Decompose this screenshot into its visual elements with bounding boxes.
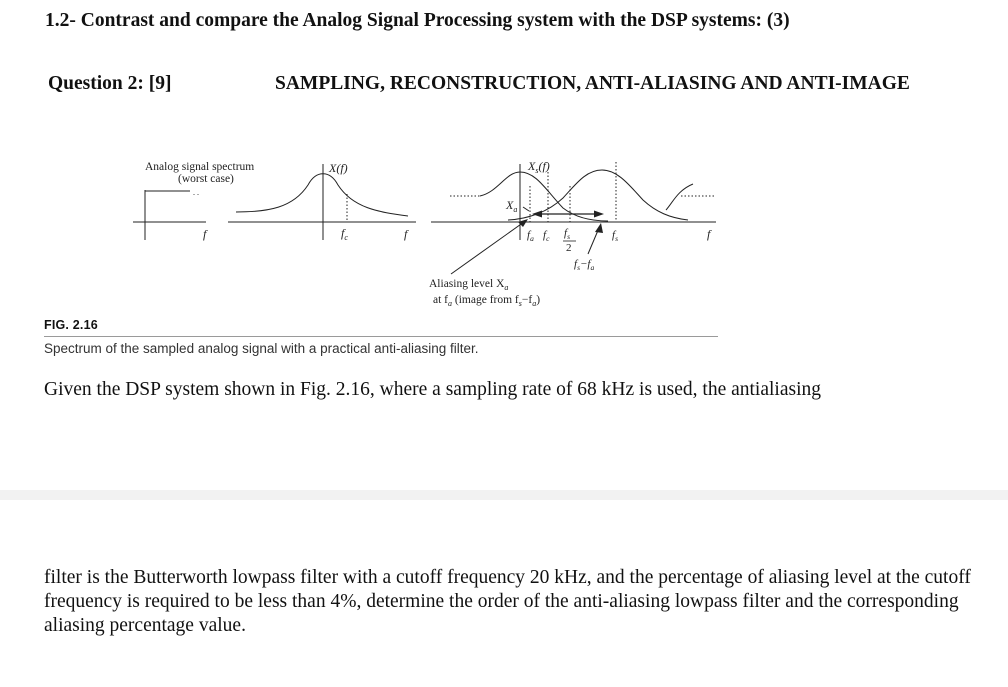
left-title-line2: (worst case) [178,173,234,185]
fs-sub: s [615,234,618,243]
fa-sub: a [530,234,534,243]
svg-text:fs−fa [574,258,594,272]
left-plot [133,161,254,241]
body-paragraph-1: Given the DSP system shown in Fig. 2.16, where a sampling rate of 68 kHz is used, the antialiasing [44,379,822,400]
aliasing-arrow [451,222,524,274]
right-fc-label: f [543,229,547,241]
svg-text:fa [527,229,534,243]
fs-half-den: 2 [566,242,572,254]
right-y-arg: (f) [538,159,550,173]
right-plot [429,159,716,308]
arrow-head-left [532,211,542,218]
left-title-line1: Analog signal spectrum [145,161,255,173]
left-x-label: f [203,227,207,241]
aliasing-line1: Aliasing level X [429,278,505,290]
figure-label: FIG. 2.16 [44,318,98,332]
fs-label: f [612,229,616,241]
fs-minus-fa: f [574,258,578,270]
svg-text:Xs(f) [527,159,550,175]
right-y-sub: s [535,166,539,175]
aliasing-line2-a: at f [433,294,449,306]
right-x-label: f [707,227,711,241]
aliasing-line2-b: (image from f [452,294,519,306]
aliasing-line2-d: ) [536,294,541,306]
xa-leader [523,207,529,211]
question-2-title: SAMPLING, RECONSTRUCTION, ANTI-ALIASING AND ANTI-IMAGE [275,73,910,94]
middle-fc-label: f [341,226,345,240]
left-dots: . . [193,188,199,197]
aliasing-line2-c: −f [521,294,533,306]
middle-y-label: X(f) [329,161,348,175]
question-1-2-heading: 1.2- Contrast and compare the Analog Signal Processing system with the DSP systems: (3) [45,10,790,31]
middle-bell-curve [236,174,408,216]
aliasing-line2-sub2: s [518,299,522,308]
svg-text:fc [341,226,348,242]
page-separator [0,490,1008,500]
arrow-head-right [594,211,604,218]
svg-text:Aliasing level Xa [429,278,508,292]
svg-text:fs [612,229,618,243]
fs-half-num: f [564,227,568,239]
fs-minus-fa-leader-head [595,223,603,233]
right-y-label: X [528,159,536,173]
figure-2-16 [118,150,728,315]
svg-text:fs [564,227,570,241]
fs-minus-fa-mid: −f [579,258,591,270]
aliasing-line1-sub: a [504,283,509,292]
right-fc-sub: c [546,234,550,243]
svg-text:at fa (image from fs−fa) [433,294,540,308]
svg-text:Xa [505,198,517,214]
fs-minus-fa-sub2: a [590,263,595,272]
spectrum-diagram [118,150,728,315]
aliasing-line2-sub: a [448,299,453,308]
middle-x-label: f [404,227,408,241]
figure-caption-rule [44,336,718,337]
figure-caption: Spectrum of the sampled analog signal with a practical anti-aliasing filter. [44,341,479,356]
middle-fc-sub: c [344,233,348,242]
next-image-spectrum [666,184,693,210]
body-paragraph-2: filter is the Butterworth lowpass filter with a cutoff frequency 20 kHz, and the percentage of aliasing level at the cutoff frequency is required to be less than 4%, determine the order of the anti-aliasing lowpass filter and the corresponding aliasing percentage value. [44,567,971,636]
fs-minus-fa-sub1: s [577,263,580,272]
xa-sub: a [513,205,518,214]
question-2-label: Question 2: [9] [48,73,172,94]
middle-plot [228,161,416,242]
svg-text:fc [543,229,550,243]
aliasing-line2-sub3: a [532,299,537,308]
xa-label: X [506,198,514,212]
fs-half-num-sub: s [567,232,570,241]
fa-label: f [527,229,531,241]
